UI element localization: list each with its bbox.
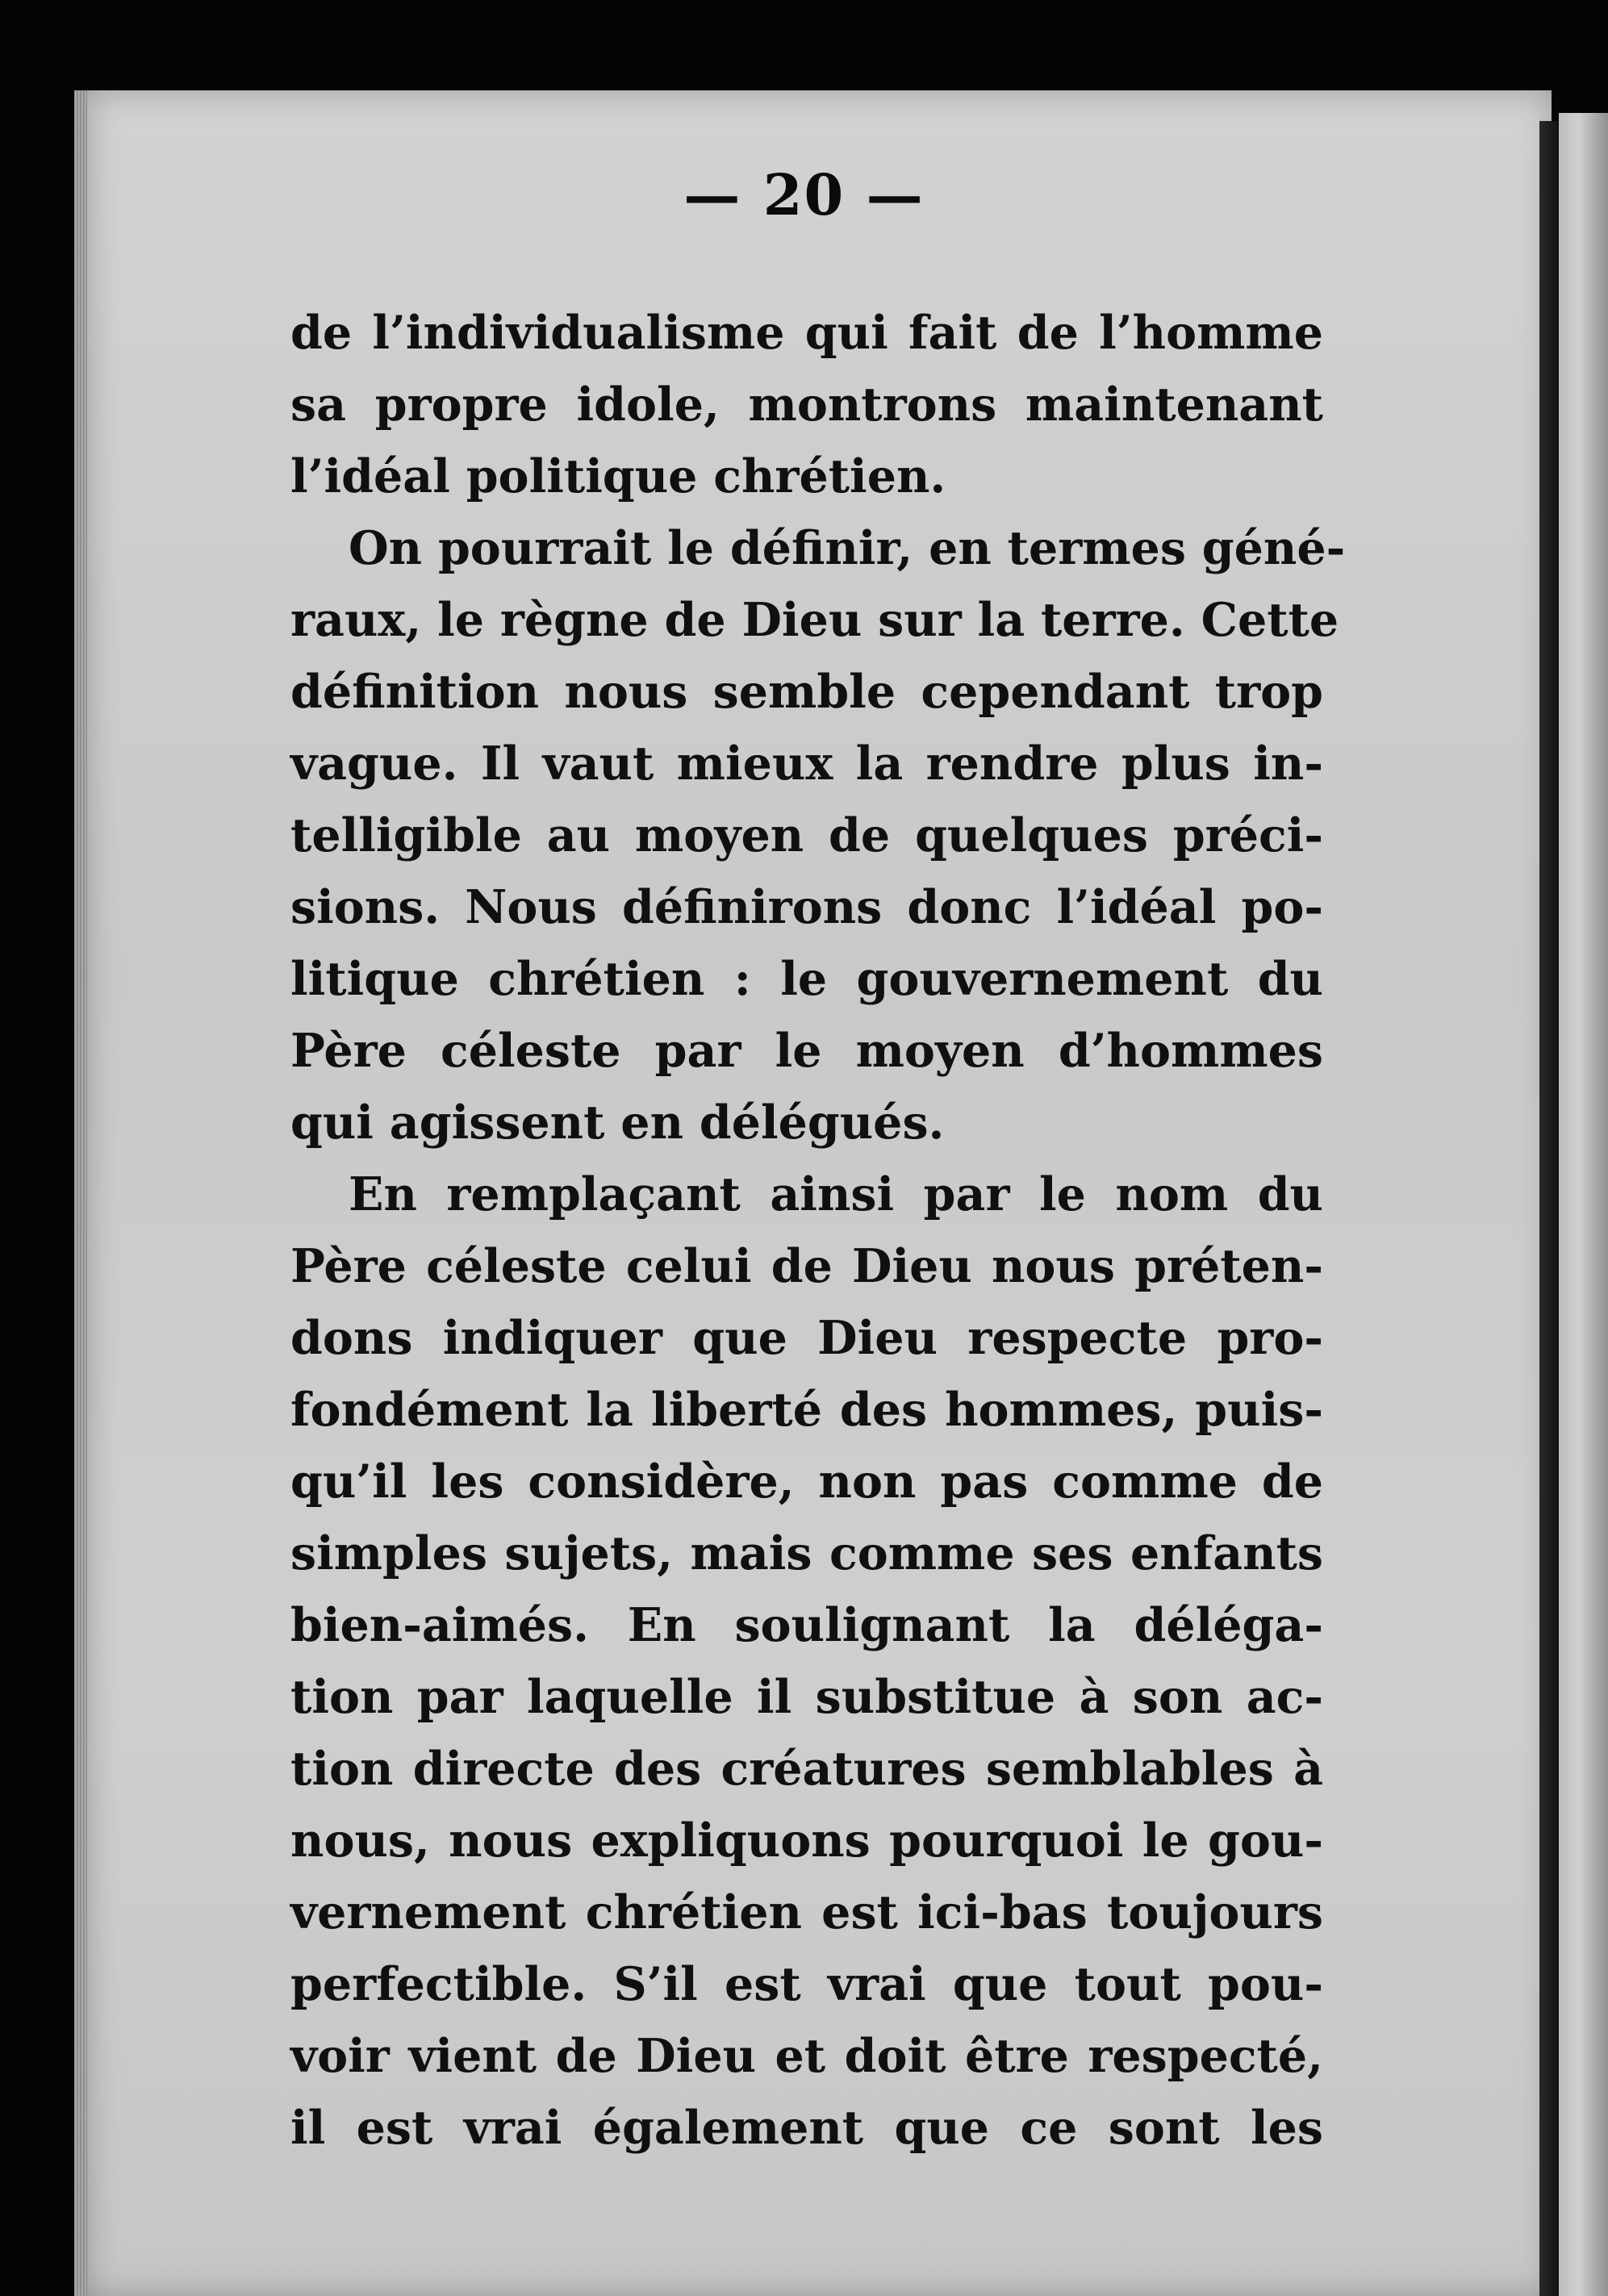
text-line: dons indiquer que Dieu respecte pro-: [290, 1311, 1323, 1365]
text-line: litique chrétien : le gouvernement du: [290, 952, 1323, 1006]
text-line: vague. Il vaut mieux la rendre plus in-: [290, 737, 1323, 791]
text-line: sions. Nous définirons donc l’idéal po-: [290, 880, 1323, 934]
text-line: de l’individualisme qui fait de l’homme: [290, 306, 1323, 360]
text-line: perfectible. S’il est vrai que tout pou-: [290, 1957, 1323, 2011]
text-line: tion directe des créatures semblables à: [290, 1742, 1323, 1796]
text-line: raux, le règne de Dieu sur la terre. Cette: [290, 593, 1339, 647]
text-line: qui agissent en délégués.: [290, 1096, 945, 1150]
text-line: nous, nous expliquons pourquoi le gou-: [290, 1814, 1323, 1868]
text-line: voir vient de Dieu et doit être respecté,: [290, 2029, 1323, 2083]
page-number: — 20 —: [683, 161, 925, 228]
text-line: simples sujets, mais comme ses enfants: [290, 1526, 1323, 1580]
text-line: sa propre idole, montrons maintenant: [290, 378, 1323, 432]
text-line: tion par laquelle il substitue à son ac-: [290, 1670, 1323, 1724]
text-line: vernement chrétien est ici-bas toujours: [290, 1885, 1323, 1939]
text-line: Père céleste par le moyen d’hommes: [290, 1024, 1323, 1078]
text-line: telligible au moyen de quelques préci-: [290, 808, 1323, 862]
text-line: l’idéal politique chrétien.: [290, 449, 946, 503]
text-line: définition nous semble cependant trop: [290, 665, 1323, 719]
text-line: il est vrai également que ce sont les: [290, 2101, 1323, 2155]
body-text: [290, 297, 1346, 2164]
text-line: On pourrait le définir, en termes géné-: [349, 521, 1346, 575]
text-line: fondément la liberté des hommes, puis-: [290, 1383, 1323, 1437]
page-edge: [74, 90, 87, 2296]
text-line: Père céleste celui de Dieu nous préten-: [290, 1239, 1323, 1293]
text-line: qu’il les considère, non pas comme de: [290, 1455, 1323, 1509]
text-line: bien-aimés. En soulignant la déléga-: [290, 1598, 1323, 1652]
facing-page-edge: [1559, 113, 1608, 2296]
book-binding: [1539, 121, 1559, 2296]
text-line: En remplaçant ainsi par le nom du: [349, 1167, 1323, 1221]
